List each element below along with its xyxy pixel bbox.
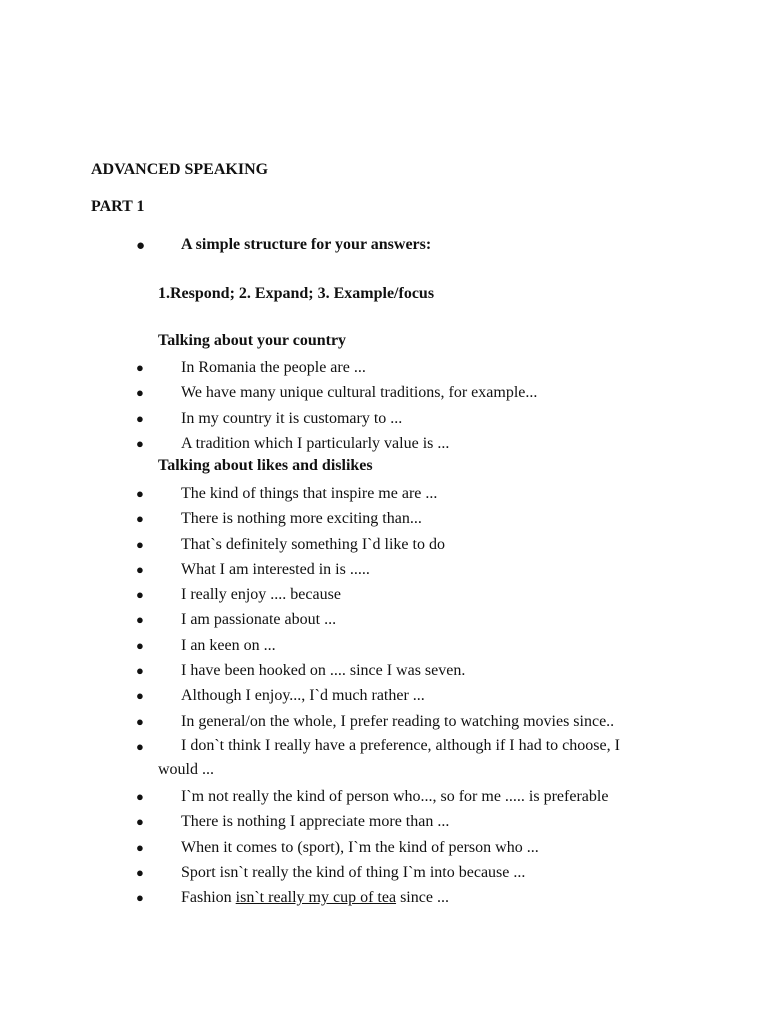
list-item-text: I have been hooked on .... since I was seven. — [181, 662, 466, 680]
list-item-text: In Romania the people are ... — [181, 359, 366, 376]
list-item-text: I an keen on ... — [181, 636, 276, 654]
document-title: ADVANCED SPEAKING — [91, 161, 269, 178]
list-item-text: In general/on the whole, I prefer reading to watching movies since.. — [181, 712, 615, 730]
list-item — [0, 835, 768, 860]
list-item — [0, 809, 768, 834]
list-item — [0, 734, 768, 784]
bullet-icon: ● — [136, 864, 144, 880]
list-item — [0, 633, 768, 658]
list-item — [0, 557, 768, 582]
underlined-phrase: isn`t really my cup of tea — [235, 889, 397, 907]
list-item-text: I don`t think I really have a preference, although if I had to choose, I would ... — [158, 736, 620, 778]
list-item-text: The kind of things that inspire me are ... — [181, 485, 438, 502]
phrase-after: since ... — [396, 889, 449, 907]
list-item — [0, 481, 768, 506]
list-item-text: There is nothing more exciting than... — [181, 510, 422, 528]
list-item — [0, 607, 768, 632]
list-item-text: We have many unique cultural traditions, for example... — [181, 384, 538, 402]
bullet-icon: ● — [136, 435, 144, 451]
bullet-icon: ● — [136, 511, 144, 527]
list-item — [0, 431, 768, 456]
bullet-icon: ● — [136, 713, 144, 729]
list-item — [0, 582, 768, 607]
section-heading-likes: Talking about likes and dislikes — [158, 457, 373, 474]
bullet-icon: ● — [136, 663, 144, 679]
list-item — [0, 860, 768, 885]
list-item-text: I am passionate about ... — [181, 611, 337, 629]
list-item — [0, 506, 768, 531]
list-item — [0, 532, 768, 557]
section-heading-country: Talking about your country — [158, 332, 347, 349]
bullet-icon: ● — [136, 814, 144, 830]
bullet-icon: ● — [136, 238, 146, 254]
list-item — [0, 683, 768, 708]
phrase-before: Fashion — [181, 889, 236, 907]
list-item-text: A tradition which I particularly value is ... — [181, 434, 450, 452]
part-heading: PART 1 — [91, 198, 145, 215]
bullet-icon: ● — [136, 410, 144, 426]
list-item-text: When it comes to (sport), I`m the kind of person who ... — [181, 838, 539, 856]
list-item-text — [0, 885, 768, 910]
list-item — [0, 709, 768, 734]
list-item-text: In my country it is customary to ... — [181, 409, 403, 427]
bullet-icon: ● — [136, 561, 144, 577]
list-item — [0, 380, 768, 405]
bullet-icon: ● — [136, 612, 144, 628]
list-item-text: What I am interested in is ..... — [181, 560, 370, 578]
list-item — [0, 885, 768, 910]
bullet-icon: ● — [136, 688, 144, 704]
bullet-icon: ● — [136, 788, 144, 804]
list-item-text: Sport isn`t really the kind of thing I`m into because ... — [181, 863, 526, 881]
list-item-text: There is nothing I appreciate more than ... — [181, 813, 450, 831]
list-item-text: Although I enjoy..., I`d much rather ... — [181, 687, 425, 705]
answer-steps: 1.Respond; 2. Expand; 3. Example/focus — [158, 285, 435, 302]
list-item — [0, 658, 768, 683]
list-item-text: I`m not really the kind of person who..., so for me ..... is preferable — [181, 787, 609, 805]
likes-phrase-list — [0, 481, 768, 910]
bullet-icon: ● — [136, 890, 144, 906]
bullet-icon: ● — [136, 486, 144, 501]
bullet-icon: ● — [136, 637, 144, 653]
bullet-icon: ● — [136, 536, 144, 552]
list-item-text: I really enjoy .... because — [181, 586, 341, 604]
list-item — [0, 406, 768, 431]
bullet-icon: ● — [136, 839, 144, 855]
country-phrase-list — [0, 355, 768, 456]
list-item — [0, 784, 768, 809]
structure-intro: A simple structure for your answers: — [181, 236, 432, 253]
bullet-icon: ● — [136, 587, 144, 603]
bullet-icon: ● — [136, 738, 144, 754]
list-item — [0, 355, 768, 380]
list-item-text: That`s definitely something I`d like to do — [181, 535, 445, 553]
bullet-icon: ● — [136, 385, 144, 401]
bullet-icon: ● — [136, 360, 144, 375]
